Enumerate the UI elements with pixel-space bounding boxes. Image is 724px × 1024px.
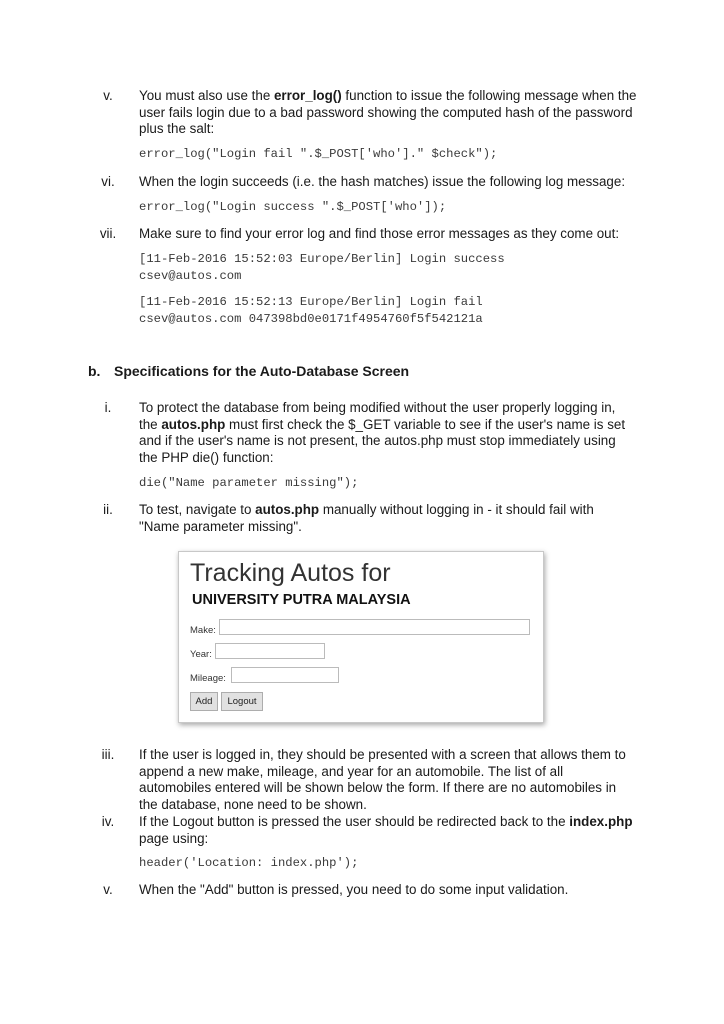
item-v-b-text: When the "Add" button is pressed, you need to do some input validation. bbox=[139, 882, 569, 897]
item-v-text bbox=[139, 88, 637, 138]
list-number-iv: iv. bbox=[101, 814, 115, 829]
item-ii-text-rest: manually without logging in - it should fail with "Name parameter missing". bbox=[139, 502, 594, 534]
log-entry-fail-line2: csev@autos.com 047398bd0e0171f4954760f5f542121a bbox=[139, 312, 483, 326]
logout-button[interactable]: Logout bbox=[221, 692, 263, 711]
item-iv-text-part: If the Logout button is pressed the user should be redirected back to the bbox=[139, 814, 570, 829]
log-entry-fail-line1: [11-Feb-2016 15:52:13 Europe/Berlin] Login fail bbox=[139, 295, 483, 309]
code-die: die("Name parameter missing"); bbox=[139, 476, 359, 490]
item-ii-text bbox=[139, 502, 637, 535]
item-ii-text-part: To test, navigate to bbox=[139, 502, 256, 517]
screenshot-subtitle: UNIVERSITY PUTRA MALAYSIA bbox=[192, 592, 411, 608]
log-entry-success-line1: [11-Feb-2016 15:52:03 Europe/Berlin] Login success bbox=[139, 252, 505, 266]
item-iii-text: If the user is logged in, they should be presented with a screen that allows them to append a new make, mileage, and year for an automobile. The list of all automobiles entered will be shown below the form. If there are no automobiles in the database, none need to be shown. bbox=[139, 747, 626, 812]
item-i-text-rest: must first check the $_GET variable to see if the user's name is set and if the user's name is not present, the autos.php must stop immediately using the PHP die() function: bbox=[139, 416, 626, 465]
autos-php-bold: autos.php bbox=[161, 416, 226, 432]
screenshot-title: Tracking Autos for bbox=[190, 559, 391, 587]
mileage-input[interactable] bbox=[231, 667, 339, 683]
item-vi-text: When the login succeeds (i.e. the hash matches) issue the following log message: bbox=[139, 174, 626, 189]
autos-php-bold: autos.php bbox=[255, 502, 320, 517]
year-label: Year: bbox=[190, 649, 212, 660]
item-i-text-part: To protect the database from being modified without the user properly logging in, the bbox=[139, 400, 616, 432]
section-b-title: Specifications for the Auto-Database Screen bbox=[114, 363, 410, 379]
code-header-redirect: header('Location: index.php'); bbox=[139, 856, 359, 870]
index-php-bold: index.php bbox=[569, 814, 633, 829]
section-b-label: b. bbox=[88, 363, 101, 379]
error-log-function-name: error_log() bbox=[273, 88, 342, 103]
list-number-v-b: v. bbox=[103, 882, 113, 897]
item-iv-text bbox=[139, 814, 637, 847]
log-entry-success-line2: csev@autos.com bbox=[139, 269, 242, 283]
list-number-ii: ii. bbox=[103, 502, 113, 517]
item-iv-text-rest: page using: bbox=[139, 830, 209, 846]
add-button[interactable]: Add bbox=[190, 692, 218, 711]
list-number-i: i. bbox=[104, 400, 112, 415]
year-input[interactable] bbox=[215, 643, 325, 659]
item-v-text-part: You must also use the bbox=[139, 88, 274, 103]
make-input[interactable] bbox=[219, 619, 530, 635]
list-number-vi: vi. bbox=[101, 174, 115, 189]
item-vii-text: Make sure to find your error log and find those error messages as they come out: bbox=[139, 226, 620, 241]
code-login-fail: error_log("Login fail ".$_POST['who']." $check"); bbox=[139, 147, 498, 161]
list-number-iii: iii. bbox=[101, 747, 115, 762]
list-number-vii: vii. bbox=[99, 226, 117, 241]
item-v-text-rest: function to issue the following message when the user fails login due to a bad password showing the computed hash of the password plus the salt: bbox=[139, 88, 637, 136]
item-i-text bbox=[139, 400, 637, 466]
make-label: Make: bbox=[190, 625, 216, 636]
code-login-success: error_log("Login success ".$_POST['who']); bbox=[139, 200, 447, 214]
mileage-label: Mileage: bbox=[190, 673, 226, 684]
autos-screenshot bbox=[178, 551, 544, 723]
list-number-v: v. bbox=[103, 88, 113, 103]
